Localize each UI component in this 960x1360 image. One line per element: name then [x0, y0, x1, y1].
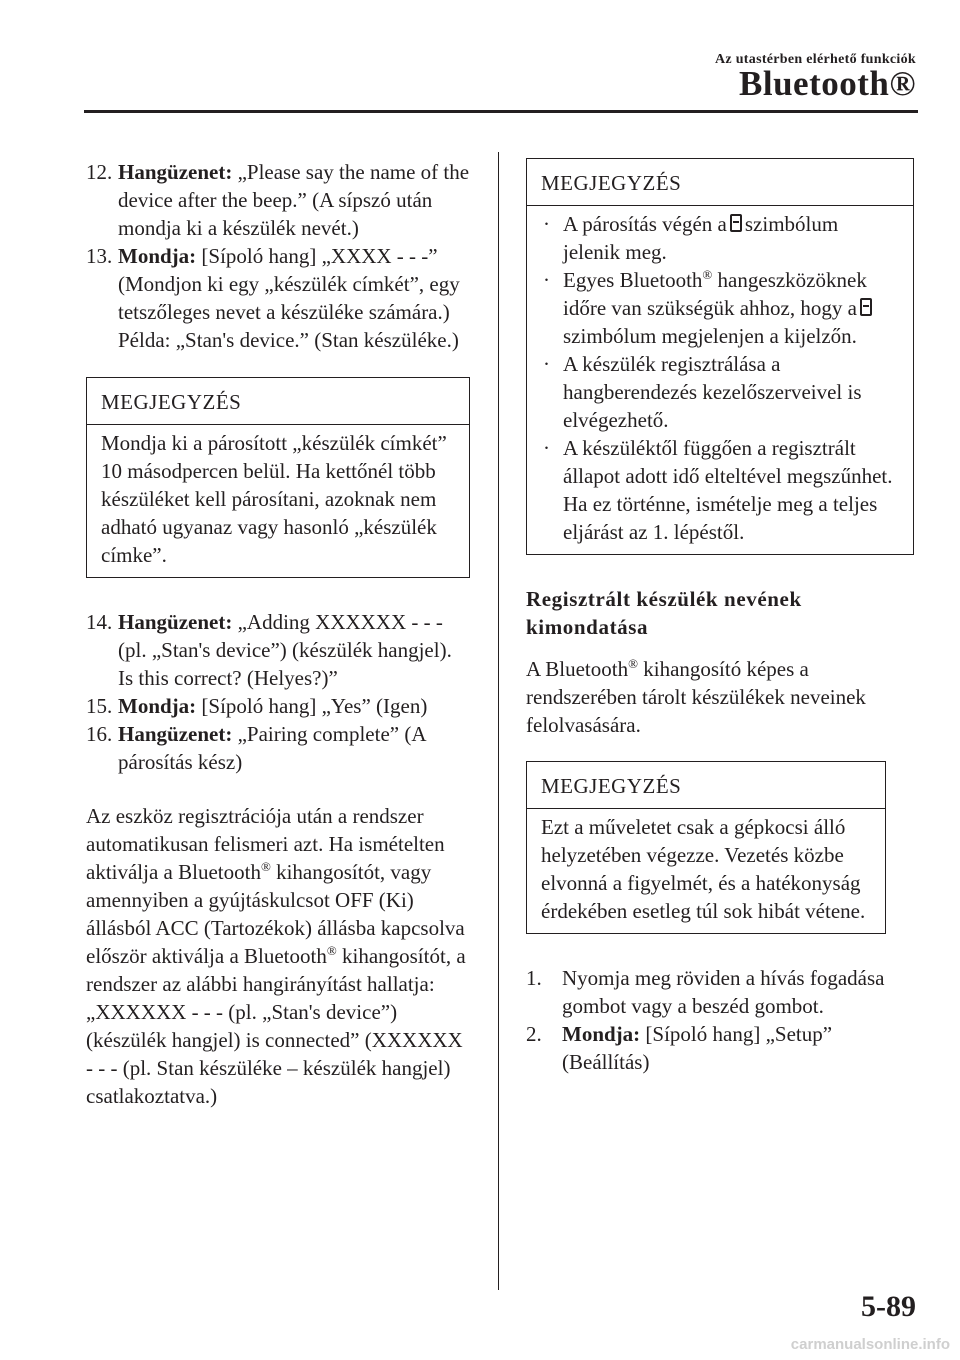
- note-bullet: · A készüléktől függően a regisztrált állapot adott idő elteltével megszűnhet. Ha ez történne, ismételje meg a teljes eljárást az 1. lépéstől.: [543, 436, 893, 544]
- step-text: [Sípoló hang] „Setup” (Beállítás): [562, 1022, 833, 1074]
- step-16: [86, 720, 470, 776]
- step-number: 12.: [86, 160, 113, 184]
- example-text: Példa: „Stan's device.” (Stan készüléke.): [118, 328, 459, 352]
- phone-icon: [730, 214, 742, 232]
- registered-mark: ®: [702, 267, 713, 282]
- step-number: 16.: [86, 722, 113, 746]
- step-text: [Sípoló hang] „Yes” (Igen): [196, 694, 428, 718]
- step-label: Mondja:: [118, 244, 197, 268]
- step-label: Mondja:: [562, 1022, 641, 1046]
- step-text: „Pairing complete” (A párosítás kész): [118, 722, 426, 774]
- step-label: Hangüzenet:: [118, 610, 233, 634]
- header-rule: [84, 110, 918, 113]
- left-column: [86, 158, 470, 1110]
- header-subtitle: Az utastérben elérhető funkciók: [715, 52, 916, 67]
- note-title: MEGJEGYZÉS: [527, 762, 885, 809]
- note-title: MEGJEGYZÉS: [527, 159, 913, 206]
- step-number: 15.: [86, 694, 113, 718]
- step-text: [Sípoló hang] „XXXX - - -” (Mondjon ki egy „készülék címkét”, egy tetszőleges nevet a készüléke számára.): [118, 244, 460, 324]
- step-15: [86, 692, 470, 720]
- body-paragraph: Az eszköz regisztrációja után a rendszer automatikusan felismeri azt. Ha ismételten aktiválja a Bluetooth® kihangosítót, vagy amennyiben a gyújtáskulcsot OFF (Ki) állásból ACC (Tartozékok) állásba kapcsolva először aktiválja a Bluetooth® kihangosítót, a rendszer az alábbi hangirányítást hallatja: „XXXXXX - - - (pl. „Stan's device”) (készülék hangjel) is connected” (XXXXXX - - - (pl. Stan készüléke – készülék hangjel) csatlakoztatva.): [86, 804, 466, 1108]
- note-bullet: · A párosítás végén a szimbólum jelenik meg.: [543, 212, 839, 264]
- note-title: MEGJEGYZÉS: [87, 378, 469, 425]
- step-text: „Adding XXXXXX - - - (pl. „Stan's device”) (készülék hangjel). Is this correct? (Helyes?)”: [118, 610, 452, 690]
- note-box-3: [526, 761, 886, 934]
- step-13: [86, 242, 470, 326]
- note-box-1: [86, 377, 470, 578]
- registered-mark: ®: [326, 943, 337, 958]
- registered-mark: ®: [628, 656, 638, 671]
- step-text: Nyomja meg röviden a hívás fogadása gombot vagy a beszéd gombot.: [562, 966, 885, 1018]
- intro-paragraph: A Bluetooth® kihangosító képes a rendszerében tárolt készülékek neveinek felolvasására.: [526, 656, 866, 737]
- note-body: Ezt a műveletet csak a gépkocsi álló helyzetében végezze. Vezetés közbe elvonná a figyelmét, és a hatékonyság érdekében esetleg túl sok hibát vétene.: [541, 815, 866, 923]
- right-column: [526, 158, 910, 1076]
- note-bullet: · Egyes Bluetooth® hangeszközöknek időre van szükségük ahhoz, hogy aszimbólum megjelenjen a kijelzőn.: [541, 266, 899, 350]
- note-bullet: · A készülék regisztrálása a hangberendezés kezelőszerveivel is elvégezhető.: [543, 352, 862, 432]
- registered-mark: ®: [260, 859, 271, 874]
- header-title: Bluetooth®: [739, 64, 916, 103]
- step-number: 14.: [86, 610, 113, 634]
- bullet-dot: ·: [543, 436, 550, 460]
- step-label: Hangüzenet:: [118, 160, 233, 184]
- step-number: 2.: [526, 1022, 542, 1046]
- step-1: [526, 964, 910, 1020]
- step-14: [86, 608, 470, 692]
- step-number: 1.: [526, 966, 542, 990]
- note-box-2: [526, 158, 914, 555]
- bullet-dot: ·: [543, 212, 550, 236]
- bullet-dot: ·: [543, 268, 550, 292]
- phone-icon: [860, 298, 872, 316]
- step-label: Hangüzenet:: [118, 722, 233, 746]
- step-label: Mondja:: [118, 694, 197, 718]
- step-2: [526, 1020, 910, 1076]
- section-heading: Regisztrált készülék nevének kimondatása: [526, 587, 802, 639]
- step-12: [86, 158, 470, 242]
- bullet-dot: ·: [543, 352, 550, 376]
- step-text: „Please say the name of the device after the beep.” (A sípszó után mondja ki a készülék nevét.): [118, 160, 470, 240]
- page-number: 5-89: [861, 1290, 916, 1323]
- step-number: 13.: [86, 244, 113, 268]
- note-body: Mondja ki a párosított „készülék címkét” 10 másodpercen belül. Ha kettőnél több készüléket kell párosítani, azoknak nem adható ugyanaz vagy hasonló „készülék címke”.: [101, 431, 447, 567]
- watermark: carmanualsonline.info: [790, 1336, 950, 1353]
- column-divider: [498, 152, 499, 1290]
